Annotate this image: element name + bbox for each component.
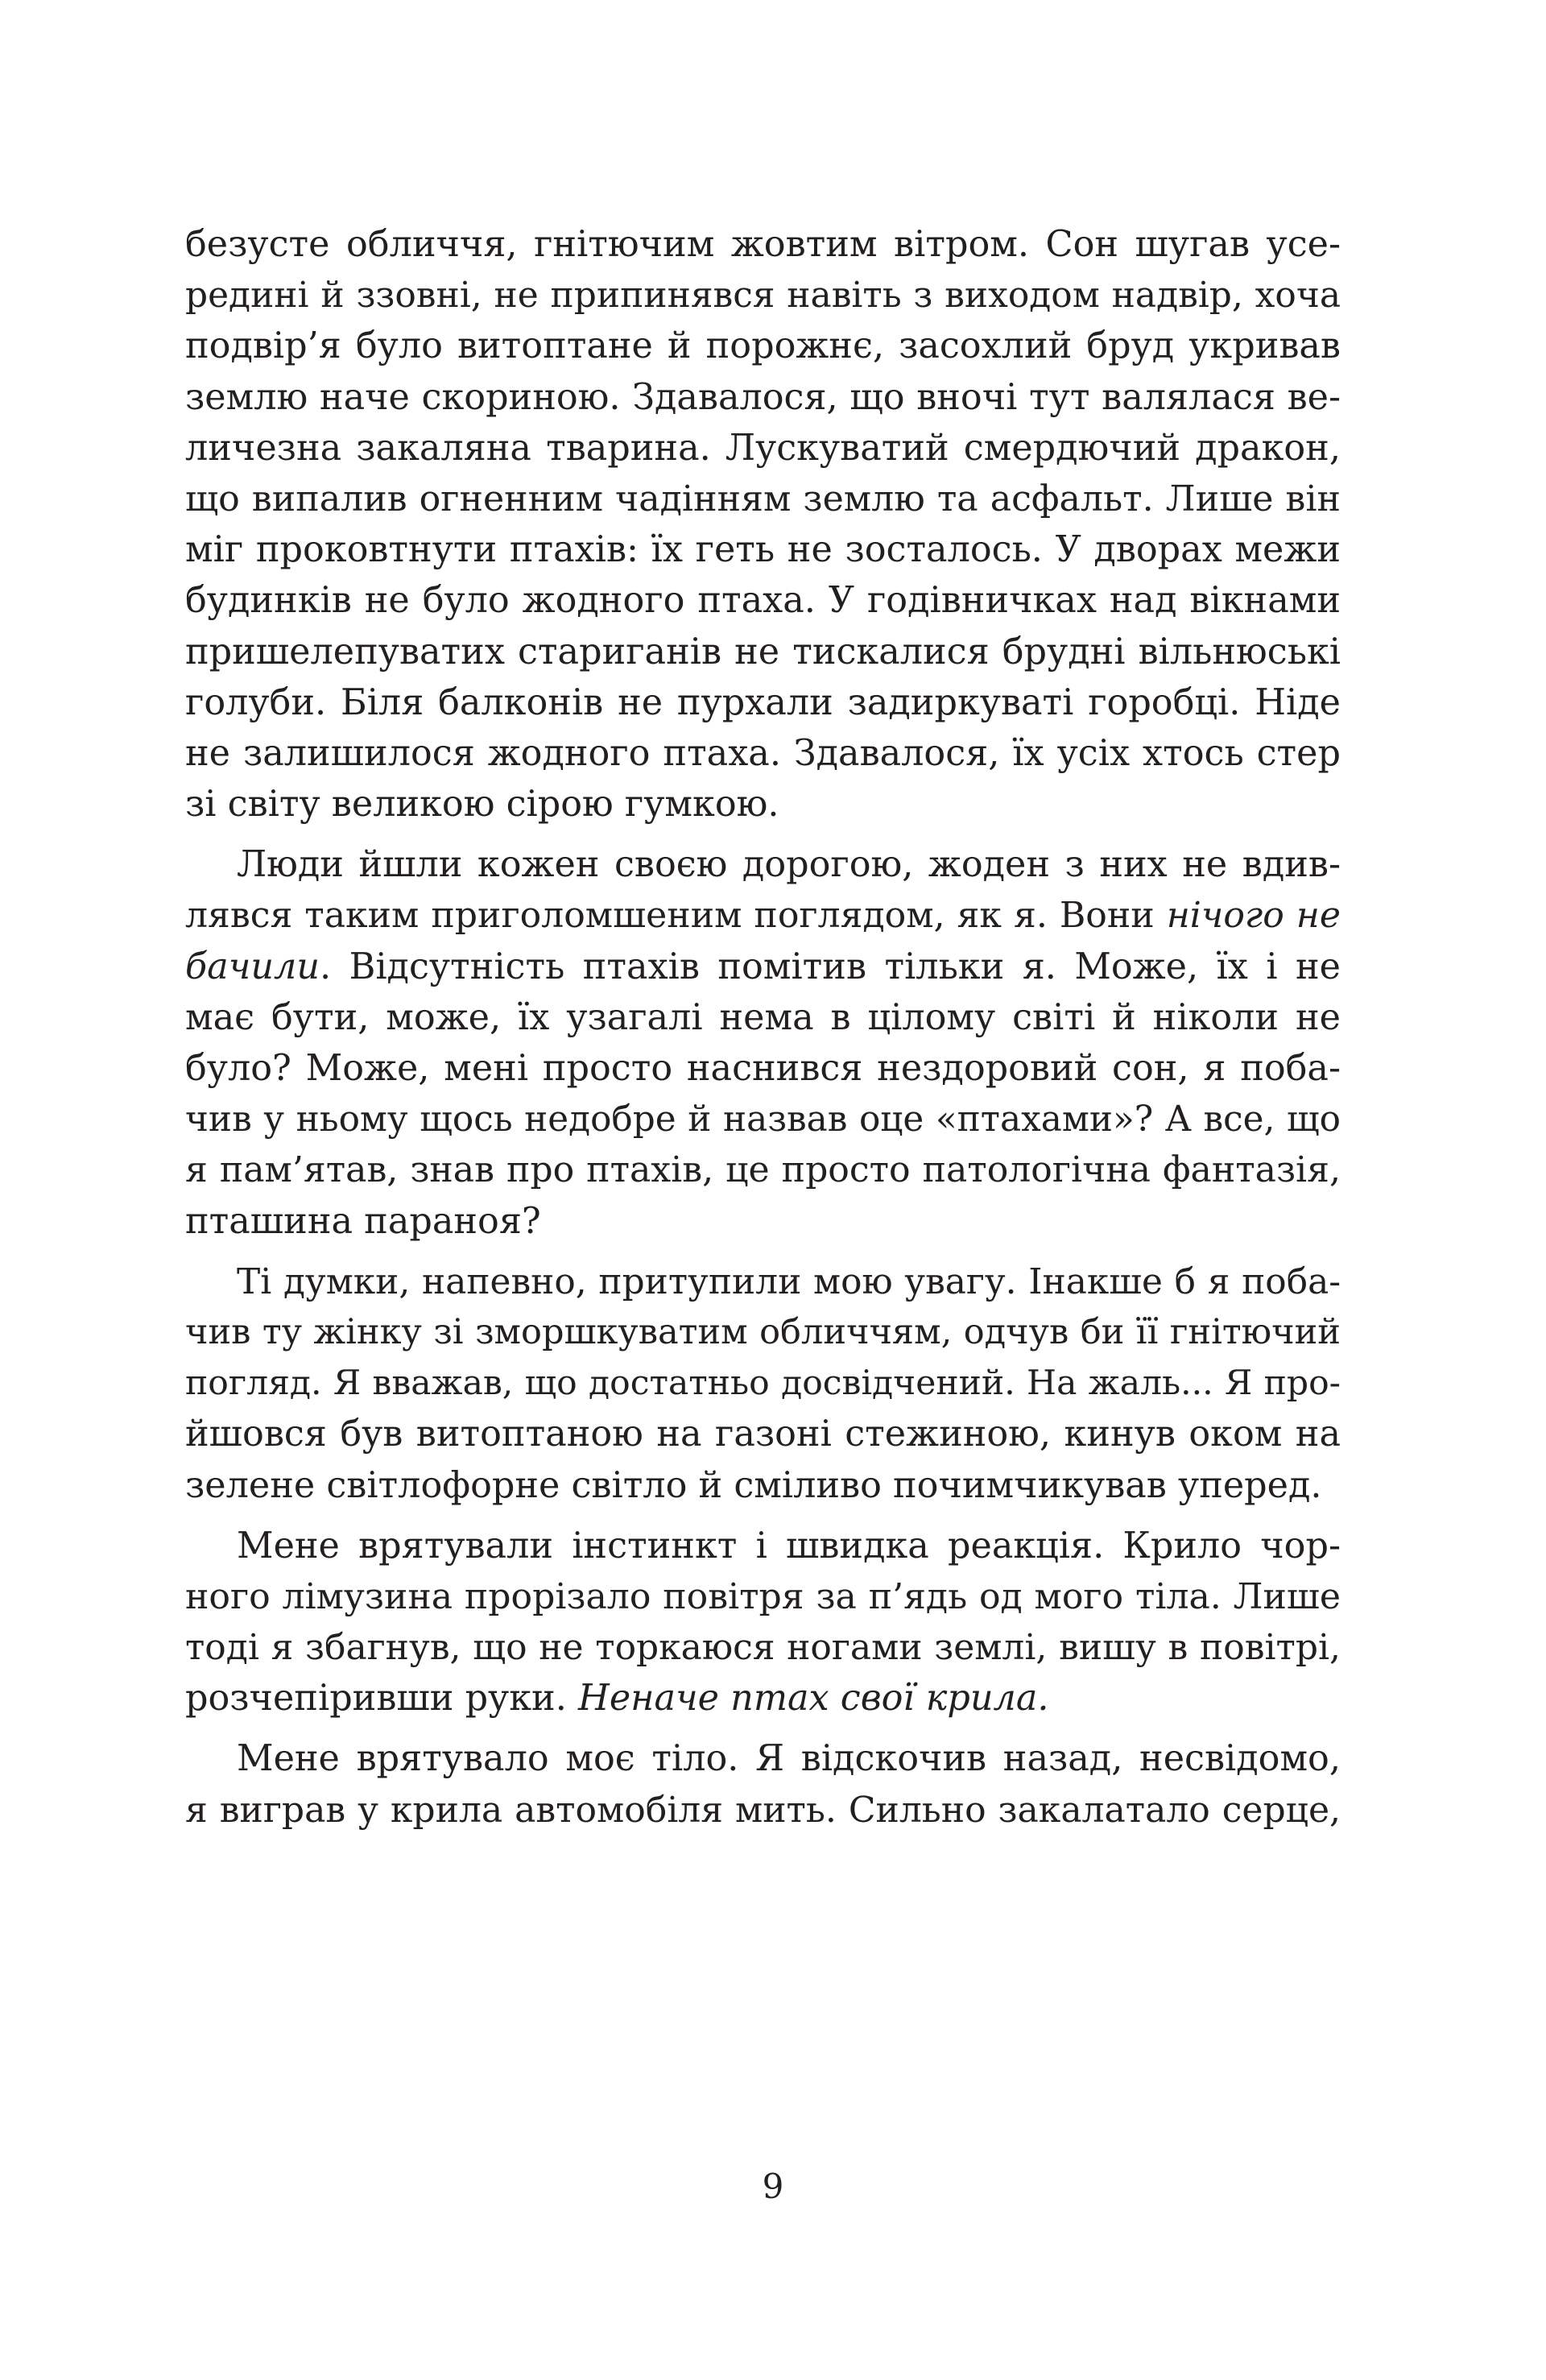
text-line <box>185 1673 1341 1724</box>
text-line: землю наче скориною. Здавалося, що вночі тут валялася ве- <box>185 376 1341 418</box>
text-line: що випалив огненним чадінням землю та асфальт. Лише він <box>185 478 1341 519</box>
text-line: було? Може, мені просто наснився нездоровий сон, я поба- <box>185 1048 1341 1089</box>
text-line: погляд. Я вважав, що достатньо досвідчений. На жаль... Я про- <box>185 1364 1341 1404</box>
text-line: зелене світлофорне світло й сміливо почимчикував уперед. <box>185 1464 1322 1506</box>
text-line: йшовся був витоптаною на газоні стежиною, кинув оком на <box>185 1414 1341 1455</box>
paragraph-2 <box>185 839 1341 1247</box>
text-line <box>185 890 1341 941</box>
paragraph-4 <box>185 1521 1341 1724</box>
text-line: не залишилося жодного птаха. Здавалося, їх усіх хтось стер <box>185 732 1341 774</box>
text-line: будинків не було жодного птаха. У годівничках над вікнами <box>185 580 1341 622</box>
text-line <box>185 942 1341 992</box>
text-line: я виграв у крила автомобіля мить. Сильно закалатало серце, <box>185 1789 1341 1831</box>
text-line: я пам’ятав, знав про птахів, це просто патологічна фантазія, <box>185 1149 1341 1191</box>
text-line: ного лімузина прорізало повітря за п’ядь од мого тіла. Лише <box>185 1575 1341 1617</box>
text-line: голуби. Біля балконів не пурхали задиркуваті горобці. Ніде <box>185 681 1341 723</box>
text-line: подвір’я було витоптане й порожнє, засохлий бруд укривав <box>185 325 1341 367</box>
text-line: тоді я збагнув, що не торкаюся ногами землі, вишу в повітрі, <box>185 1627 1341 1669</box>
text-run: . Відсутність птахів помітив тільки я. Може, їх і не <box>320 946 1341 987</box>
paragraph-5 <box>185 1733 1341 1835</box>
paragraph-1 <box>185 219 1341 830</box>
italic-text: Неначе птах свої крила. <box>578 1678 1049 1720</box>
text-line: пришелепуватих стариганів не тискалися брудні вільнюські <box>185 631 1341 673</box>
italic-text: нічого не <box>1166 895 1341 937</box>
text-line: чив у ньому щось недобре й назвав оце «птахами»? А все, що <box>185 1099 1341 1140</box>
text-line: зі світу великою сірою гумкою. <box>185 784 779 826</box>
text-line: безусте обличчя, гнітючим жовтим вітром. Сон шугав усе- <box>185 224 1341 265</box>
text-line: личезна закаляна тварина. Лускуватий смердючий дракон, <box>185 427 1341 469</box>
text-line: Мене врятували інстинкт і швидка реакція. Крило чор- <box>237 1525 1341 1567</box>
page-number: 9 <box>762 2167 784 2206</box>
text-run: лявся таким приголомшеним поглядом, як я. Вони <box>185 895 1167 937</box>
text-line: має бути, може, їх узагалі нема в цілому світі й ніколи не <box>185 996 1341 1038</box>
text-line: Люди йшли кожен своєю дорогою, жоден з них не вдив- <box>237 844 1341 886</box>
italic-text: бачили <box>185 946 320 987</box>
text-line: Ті думки, напевно, притупили мою увагу. Інакше б я поба- <box>237 1260 1341 1302</box>
paragraph-3 <box>185 1256 1341 1511</box>
text-line: пташина параноя? <box>185 1200 541 1242</box>
text-line: редині й ззовні, не припинявся навіть з виходом надвір, хоча <box>185 275 1341 317</box>
body-text <box>185 219 1341 1836</box>
text-line: Мене врятувало моє тіло. Я відскочив назад, несвідомо, <box>237 1738 1341 1780</box>
text-line: чив ту жінку зі зморшкуватим обличчям, одчув би її гнітючий <box>185 1311 1341 1352</box>
text-line: міг проковтнути птахів: їх геть не зосталось. У дворах межи <box>185 529 1341 571</box>
text-run: розчепіривши руки. <box>185 1678 579 1720</box>
